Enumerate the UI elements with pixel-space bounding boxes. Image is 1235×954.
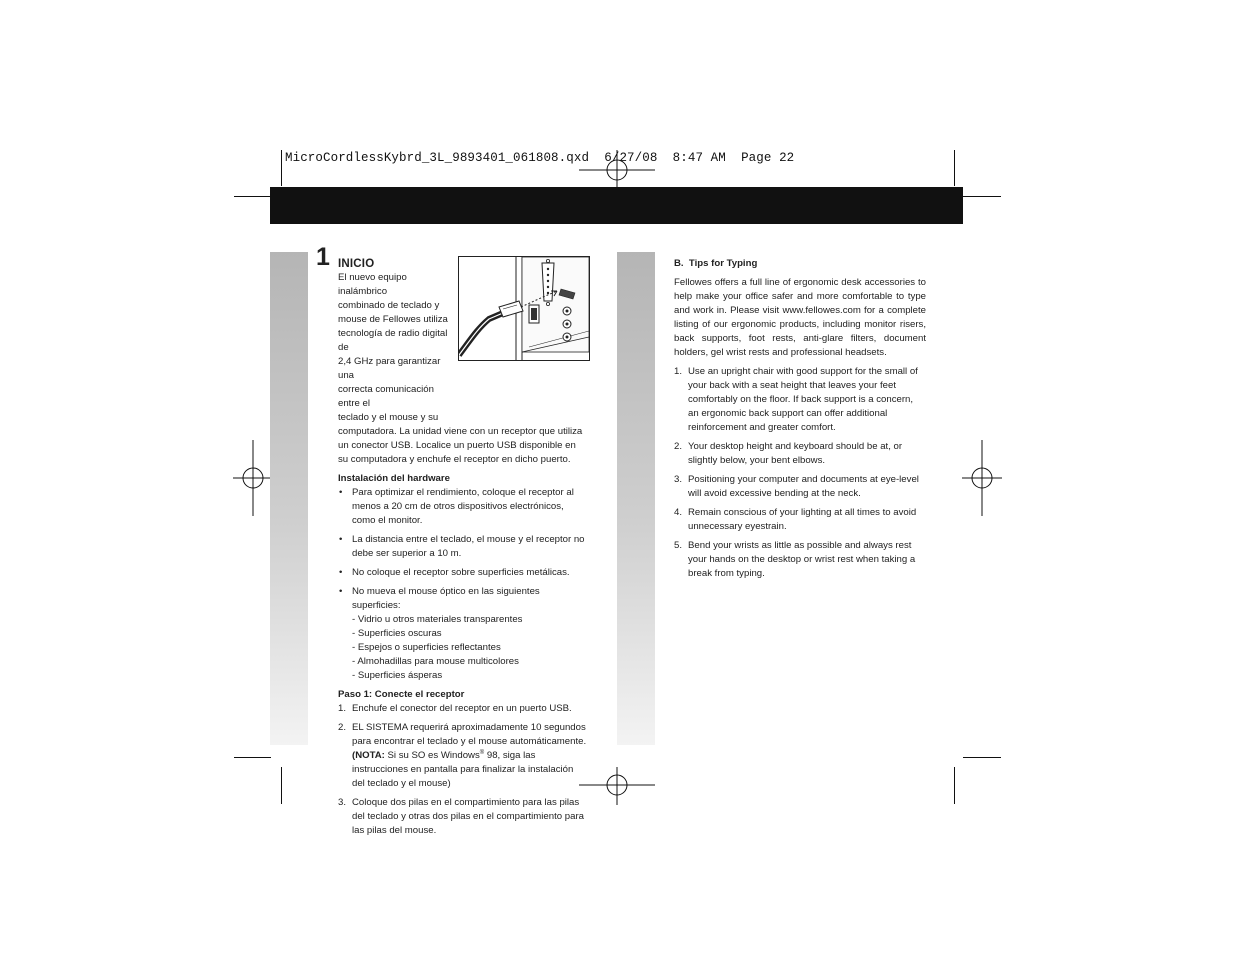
list-item (338, 796, 588, 838)
item-number: 4. (674, 507, 683, 518)
surface-item: - Vidrio u otros materiales transparentes (352, 614, 523, 625)
step-number: 1 (316, 243, 330, 271)
crop-mark-bottom-left-v (281, 767, 282, 804)
list-item (674, 440, 926, 468)
intro-line: correcta comunicación entre el (338, 384, 434, 409)
item-text: Bend your wrists as little as possible and always rest your hands on the desktop or wrist rest when taking a break from typing. (688, 540, 916, 579)
intro-line: mouse de Fellowes utiliza (338, 314, 448, 325)
hardware-bullet-list (338, 486, 588, 683)
crop-mark-top-left-v (281, 150, 282, 186)
surface-item: - Almohadillas para mouse multicolores (352, 656, 519, 667)
surfaces-sublist (352, 613, 588, 683)
item-number: 1. (338, 703, 347, 714)
intro-line: El nuevo equipo inalámbrico (338, 272, 407, 297)
note-label: (NOTA: (352, 750, 385, 761)
bullet-text: No coloque el receptor sobre superficies metálicas. (352, 567, 570, 578)
item-text: Coloque dos pilas en el compartimiento para las pilas del teclado y otras dos pilas en el compartimiento para las pilas del mouse. (352, 797, 584, 836)
list-item (674, 473, 926, 501)
item-text: 98, siga las instrucciones en pantalla para finalizar la instalación del teclado y el mouse) (352, 750, 574, 789)
item-number: 3. (338, 797, 347, 808)
list-item (338, 486, 588, 528)
crop-mark-top-left-h (234, 196, 271, 197)
list-item (338, 702, 588, 716)
list-item (338, 533, 588, 561)
intro-text-continued: computadora. La unidad viene con un receptor que utiliza un conector USB. Localice un puerto USB disponible en su computadora y enchufe el receptor en dicho puerto. (338, 426, 583, 465)
intro-text-wrapped (338, 271, 453, 425)
crop-mark-top-right-v (954, 150, 955, 186)
tips-heading: B. Tips for Typing (674, 258, 758, 269)
item-text: Positioning your computer and documents at eye-level will avoid excessive bending at the neck. (688, 474, 919, 499)
file-slug-line: MicroCordlessKybrd_3L_9893401_061808.qxd 6/27/08 8:47 AM Page 22 (285, 151, 795, 165)
crop-mark-bottom-left-h (234, 757, 271, 758)
registered-symbol: ® (479, 749, 485, 756)
list-item (338, 585, 588, 683)
list-item (674, 365, 926, 435)
intro-line: 2,4 GHz para garantizar una (338, 356, 441, 381)
list-item (674, 539, 926, 581)
crop-mark-top-right-h (963, 196, 1001, 197)
registration-mark-icon (962, 440, 1002, 516)
item-text: Your desktop height and keyboard should be at, or slightly below, your bent elbows. (688, 441, 903, 466)
surface-item: - Superficies oscuras (352, 628, 442, 639)
tips-intro: Fellowes offers a full line of ergonomic desk accessories to help make your office safer and more comfortable to type and work in. Please visit www.fellowes.com for a complete listing of our ergonomic products, including monitor risers, back supports, foot rests, anti-glare filters, document holders, gel wrist rests and professional headsets. (674, 277, 926, 358)
item-number: 1. (674, 366, 683, 377)
surface-item: - Superficies ásperas (352, 670, 443, 681)
page-header-bar (270, 187, 963, 224)
step1-heading: Paso 1: Conecte el receptor (338, 689, 465, 700)
crop-mark-bottom-right-h (963, 757, 1001, 758)
registration-mark-icon (579, 765, 655, 805)
item-text: Enchufe el conector del receptor en un puerto USB. (352, 703, 572, 714)
bullet-text: Para optimizar el rendimiento, coloque el receptor al menos a 20 cm de otros dispositivos electrónicos, como el monitor. (352, 487, 574, 526)
item-number: 5. (674, 540, 683, 551)
tips-list (674, 365, 926, 581)
intro-line: combinado de teclado y (338, 300, 440, 311)
hardware-heading: Instalación del hardware (338, 473, 450, 484)
registration-mark-icon (233, 440, 273, 516)
list-item (674, 506, 926, 534)
crop-mark-bottom-right-v (954, 767, 955, 804)
surface-item: - Espejos o superficies reflectantes (352, 642, 501, 653)
step1-list (338, 702, 588, 838)
left-margin-strip (270, 252, 308, 745)
item-text: Use an upright chair with good support for the small of your back with a seat height that leaves your feet comfortably on the floor. If back support is a concern, an ergonomic back support can offer additional reinforcement and greater comfort. (688, 366, 918, 433)
item-number: 2. (338, 722, 347, 733)
section-heading: INICIO (338, 258, 375, 270)
right-margin-strip (617, 252, 655, 745)
item-text: Remain conscious of your lighting at all times to avoid unnecessary eyestrain. (688, 507, 917, 532)
item-number: 3. (674, 474, 683, 485)
list-item (338, 566, 588, 580)
item-text: EL SISTEMA requerirá aproximadamente 10 segundos para encontrar el teclado y el mouse automáticamente. (352, 722, 587, 747)
left-column (338, 257, 588, 843)
item-number: 2. (674, 441, 683, 452)
bullet-text: La distancia entre el teclado, el mouse y el receptor no debe ser superior a 10 m. (352, 534, 585, 559)
item-text: Si su SO es Windows (384, 750, 480, 761)
list-item (338, 721, 588, 791)
intro-line: tecnología de radio digital de (338, 328, 448, 353)
right-column (674, 257, 926, 586)
intro-line: teclado y el mouse y su (338, 412, 439, 423)
bullet-text: No mueva el mouse óptico en las siguientes superficies: (352, 586, 540, 611)
